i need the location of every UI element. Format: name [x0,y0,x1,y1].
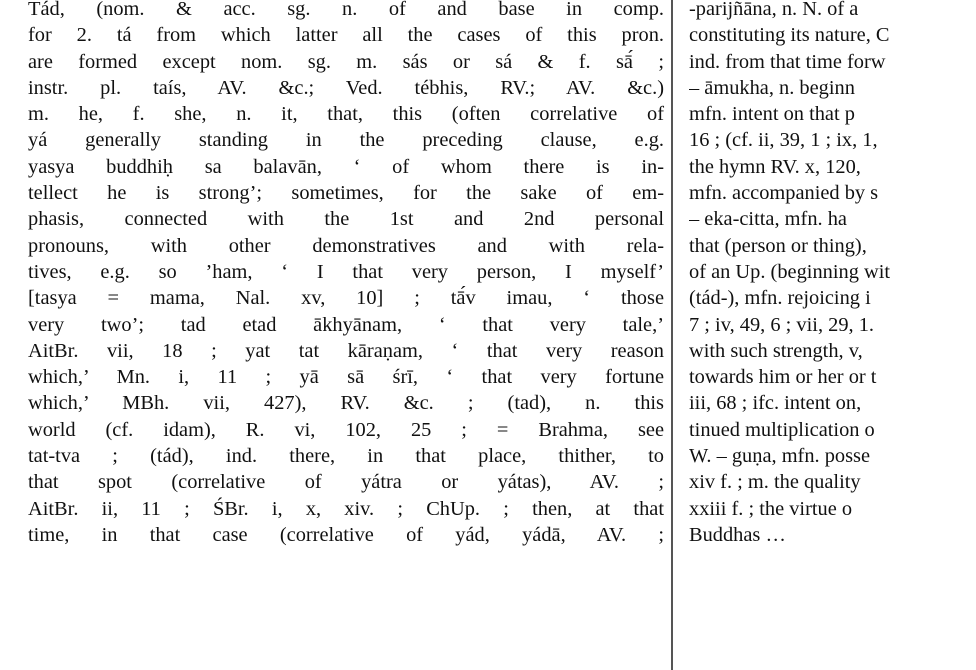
text-line: towards him or her or t [689,366,877,389]
text-line: [tasya = mama, Nal. xv, 10] ; tā́v imau, ‘ those [28,287,664,310]
text-line: tat-tva ; (tád), ind. there, in that place, thither, to [28,445,664,468]
text-line: tellect he is strong’; sometimes, for the sake of em- [28,182,664,205]
text-line: (tád-), mfn. rejoicing i [689,287,871,310]
text-line: with such strength, v, [689,339,863,362]
text-line: Buddhas … [689,523,786,546]
text-line: for 2. tá from which latter all the cases of this pron. [28,24,664,47]
column-divider [671,0,673,670]
text-line: 7 ; iv, 49, 6 ; vii, 29, 1. [689,313,875,336]
left-column [28,0,664,548]
text-line: the hymn RV. x, 120, [689,155,861,178]
text-line: – eka-citta, mfn. ha [689,208,847,231]
text-line: xxiii f. ; the virtue o [689,497,853,520]
text-line: pronouns, with other demonstratives and with rela- [28,234,664,257]
text-line: AitBr. vii, 18 ; yat tat kāraṇam, ‘ that very reason [28,339,664,362]
text-line: constituting its nature, C [689,24,890,47]
text-line: mfn. accompanied by s [689,182,879,205]
text-line: yasya buddhiḥ sa balavān, ‘ of whom there is in- [28,155,664,178]
text-line: yá generally standing in the preceding clause, e.g. [28,129,664,152]
text-line: instr. pl. taís, AV. &c.; Ved. tébhis, RV.; AV. &c.) [28,76,664,99]
text-line: tinued multiplication o [689,418,875,441]
text-line: -parijñāna, n. N. of a [689,0,859,20]
text-line: time, in that case (correlative of yád, yádā, AV. ; [28,523,664,546]
text-line: tives, e.g. so ’ham, ‘ I that very person, I myself’ [28,260,664,283]
text-line: W. – guṇa, mfn. posse [689,445,871,468]
text-line: very two’; tad etad ākhyānam, ‘ that very tale,’ [28,313,664,336]
text-line: which,’ Mn. i, 11 ; yā sā śrī, ‘ that very fortune [28,366,664,389]
text-line: ind. from that time forw [689,50,886,73]
text-line: m. he, f. she, n. it, that, this (often correlative of [28,103,664,126]
text-line: xiv f. ; m. the quality [689,471,861,494]
text-line: phasis, connected with the 1st and 2nd personal [28,208,664,231]
text-line: – āmukha, n. beginn [689,76,855,99]
text-line: Tád, (nom. & acc. sg. n. of and base in comp. [28,0,664,20]
text-line: which,’ MBh. vii, 427), RV. &c. ; (tad), n. this [28,392,664,415]
text-line: mfn. intent on that p [689,103,855,126]
text-line: that (person or thing), [689,234,867,257]
right-column [689,0,976,548]
text-line: iii, 68 ; ifc. intent on, [689,392,862,415]
text-line: that spot (correlative of yátra or yátas), AV. ; [28,471,664,494]
text-line: of an Up. (beginning wit [689,260,891,283]
text-line: world (cf. idam), R. vi, 102, 25 ; = Brahma, see [28,418,664,441]
text-line: are formed except nom. sg. m. sás or sá & f. sā́ ; [28,50,664,73]
text-line: AitBr. ii, 11 ; ŚBr. i, x, xiv. ; ChUp. ; then, at that [28,497,664,520]
text-line: 16 ; (cf. ii, 39, 1 ; ix, 1, [689,129,878,152]
